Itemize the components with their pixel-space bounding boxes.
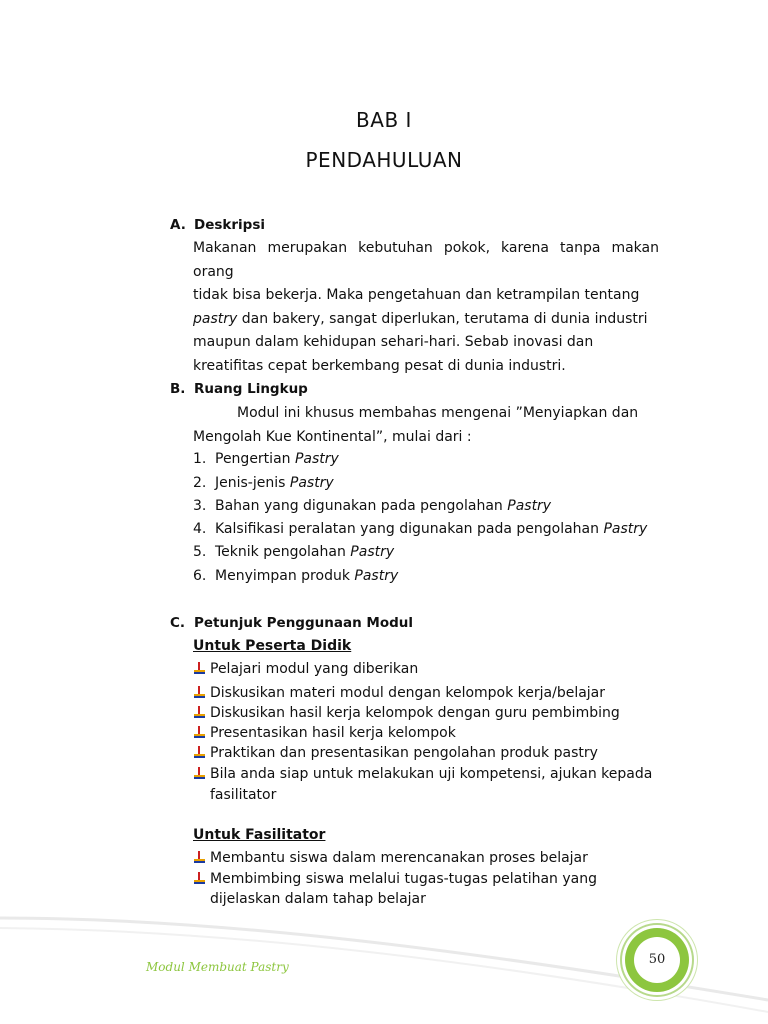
paragraph-line: tidak bisa bekerja. Maka pengetahuan dan ketrampilan tentang — [193, 287, 640, 303]
list-item-text: Pengertian — [215, 451, 295, 467]
list-item — [193, 498, 551, 518]
list-item — [193, 475, 334, 495]
arrow-bullet-icon — [193, 662, 206, 675]
paragraph-line: Makanan merupakan kebutuhan pokok, karena tanpa makan orang — [193, 240, 659, 280]
list-item-emphasis: Pastry — [354, 568, 399, 584]
list-item — [193, 745, 598, 761]
list-item — [193, 850, 588, 866]
list-item-emphasis: Pastry — [507, 498, 552, 514]
peserta-subheading: Untuk Peserta Didik — [193, 638, 352, 654]
list-item-continuation: dijelaskan dalam tahap belajar — [210, 891, 426, 907]
section-a-label: A. — [170, 217, 186, 233]
list-item-text: Bahan yang digunakan pada pengolahan — [215, 498, 508, 514]
section-b-heading — [170, 381, 308, 397]
paragraph-line: maupun dalam kehidupan sehari-hari. Sebab inovasi dan — [193, 334, 594, 350]
section-a-paragraph — [193, 237, 659, 378]
list-item-text: Membimbing siswa melalui tugas-tugas pelatihan yang — [210, 871, 598, 887]
arrow-bullet-icon — [193, 706, 206, 719]
list-item-number: 6. — [193, 568, 207, 584]
list-item-text: Diskusikan materi modul dengan kelompok kerja/belajar — [210, 685, 606, 701]
list-item — [193, 685, 605, 701]
chapter-title: PENDAHULUAN — [305, 148, 463, 172]
paragraph-line — [193, 308, 659, 332]
list-item-emphasis: Pastry — [350, 544, 395, 560]
fasilitator-subheading: Untuk Fasilitator — [193, 827, 326, 843]
chapter-number: BAB I — [356, 108, 412, 132]
section-c-heading — [170, 615, 413, 631]
list-item-text: Bila anda siap untuk melakukan uji kompetensi, ajukan kepada — [210, 766, 653, 782]
arrow-bullet-icon — [193, 872, 206, 885]
list-item — [193, 568, 398, 588]
page-number-badge — [625, 928, 689, 992]
section-b-title: Ruang Lingkup — [194, 381, 308, 397]
page-number: 50 — [634, 937, 680, 983]
arrow-bullet-icon — [193, 767, 206, 780]
list-item — [193, 451, 339, 471]
section-a-heading — [170, 217, 265, 233]
italic-term: pastry — [193, 310, 238, 327]
list-item — [193, 661, 418, 677]
list-item-emphasis: Pastry — [603, 521, 648, 537]
list-item — [193, 871, 597, 887]
intro-line: Mengolah Kue Kontinental”, mulai dari : — [193, 428, 472, 445]
list-item — [193, 521, 647, 541]
paragraph-line: kreatifitas cepat berkembang pesat di dunia industri. — [193, 357, 566, 374]
list-item — [193, 705, 620, 721]
arrow-bullet-icon — [193, 686, 206, 699]
intro-line: Modul ini khusus membahas mengenai ”Menyiapkan dan — [237, 405, 639, 421]
list-item-text: Kalsifikasi peralatan yang digunakan pada pengolahan — [215, 521, 604, 537]
list-item — [193, 544, 394, 564]
list-item-number: 1. — [193, 451, 207, 467]
section-b-label: B. — [170, 381, 186, 397]
section-c-label: C. — [170, 615, 186, 631]
list-item-emphasis: Pastry — [289, 475, 334, 491]
list-item — [193, 725, 456, 741]
list-item-text: Praktikan dan presentasikan pengolahan produk pastry — [210, 745, 598, 761]
list-item-number: 5. — [193, 544, 207, 560]
list-item-number: 2. — [193, 475, 207, 491]
list-item-number: 3. — [193, 498, 207, 514]
list-item-text: Menyimpan produk — [215, 568, 355, 584]
list-item-text: Membantu siswa dalam merencanakan proses belajar — [210, 850, 588, 866]
section-c-title: Petunjuk Penggunaan Modul — [194, 615, 413, 631]
arrow-bullet-icon — [193, 726, 206, 739]
arrow-bullet-icon — [193, 851, 206, 864]
arrow-bullet-icon — [193, 746, 206, 759]
list-item-continuation: fasilitator — [210, 787, 277, 803]
list-item-text: Diskusikan hasil kerja kelompok dengan guru pembimbing — [210, 705, 620, 721]
list-item-emphasis: Pastry — [294, 451, 339, 467]
section-b-intro — [193, 402, 659, 449]
module-name-footer: Modul Membuat Pastry — [146, 960, 289, 974]
list-item-text: Presentasikan hasil kerja kelompok — [210, 725, 456, 741]
list-item-number: 4. — [193, 521, 207, 537]
list-item-text: Teknik pengolahan — [215, 544, 351, 560]
list-item — [193, 766, 652, 782]
section-a-title: Deskripsi — [194, 217, 265, 233]
list-item-text: Jenis-jenis — [215, 475, 290, 491]
list-item-text: Pelajari modul yang diberikan — [210, 661, 419, 677]
paragraph-line-rest: dan bakery, sangat diperlukan, terutama di dunia industri — [237, 310, 648, 327]
